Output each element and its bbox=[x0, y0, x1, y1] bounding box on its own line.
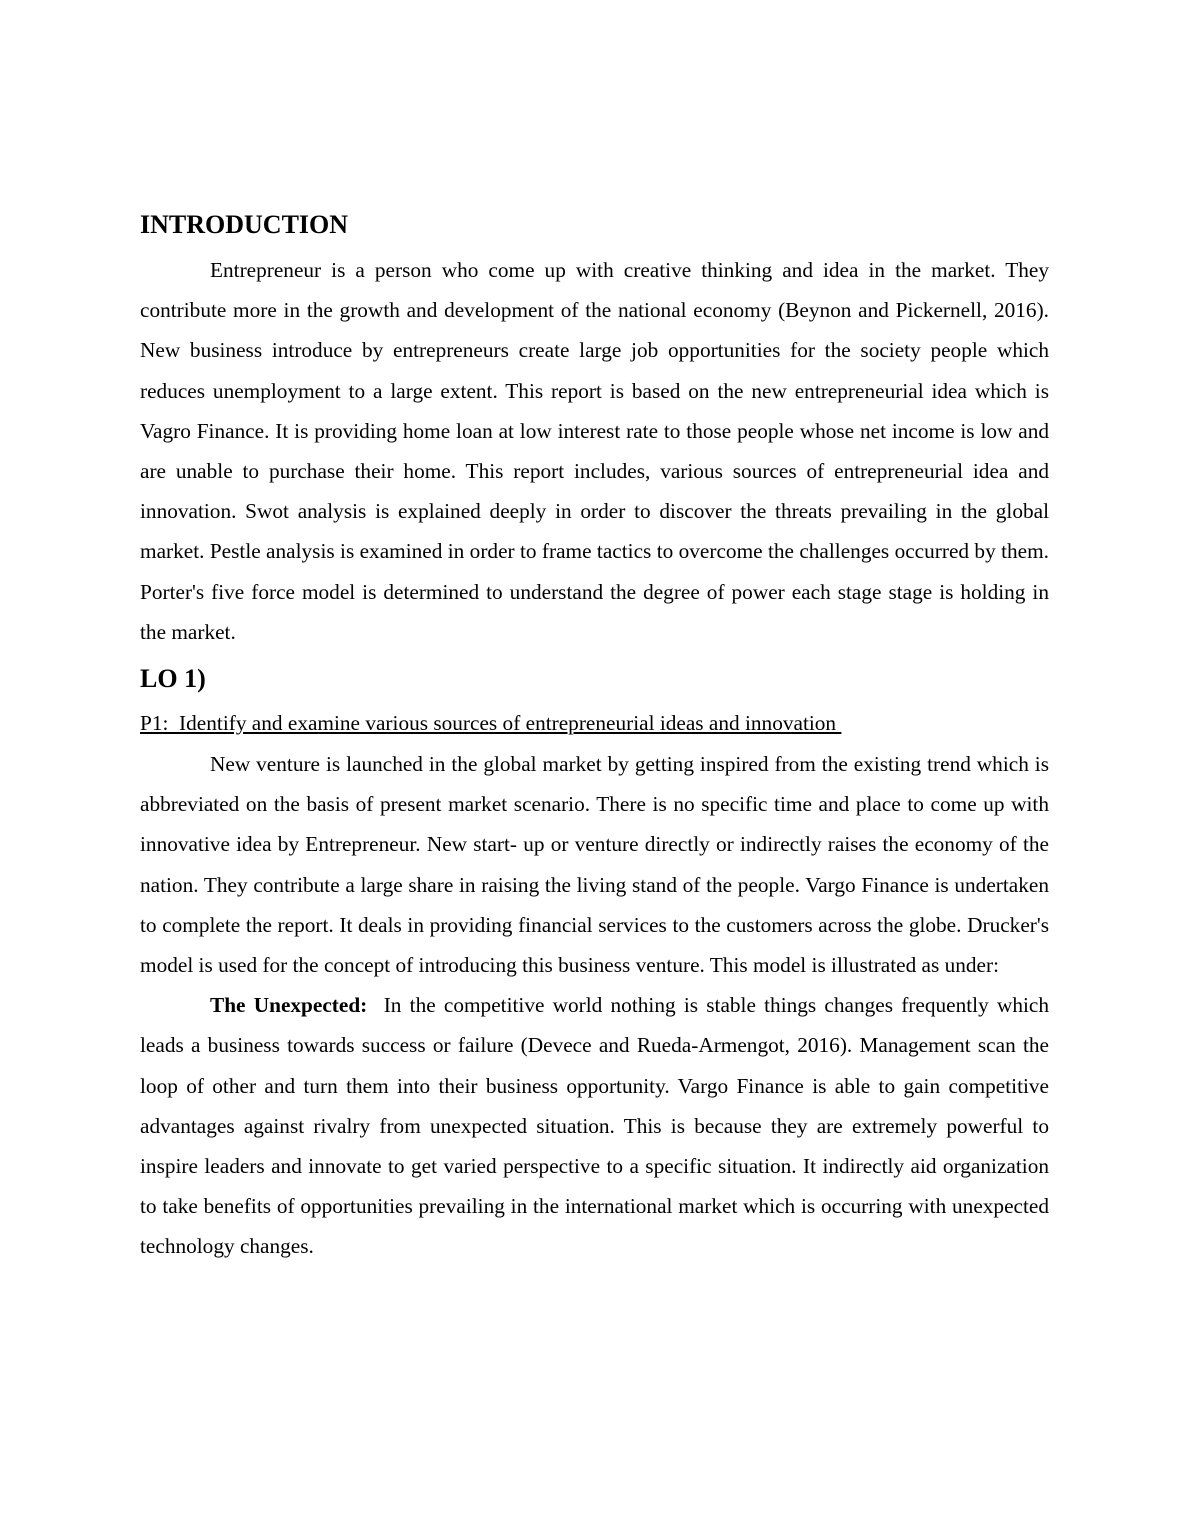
unexpected-text: In the competitive world nothing is stable things changes frequently which leads a business towards success or failure (Devece and Rueda-Armengot, 2016). Management scan the loop of other and turn them into their business opportunity. Vargo Finance is able to gain competitive advantages against rivalry from unexpected situation. This is because they are extremely powerful to inspire leaders and innovate to get varied perspective to a specific situation. It indirectly aid organization to take benefits of opportunities prevailing in the international market which is occurring with unexpected technology changes. bbox=[140, 993, 1055, 1259]
document-page bbox=[140, 206, 1055, 1267]
lo1-heading: LO 1) bbox=[140, 664, 206, 694]
unexpected-label: The Unexpected: bbox=[210, 993, 368, 1018]
p1-subheading: P1: Identify and examine various sources of entrepreneurial ideas and innovation bbox=[140, 711, 842, 736]
introduction-heading: INTRODUCTION bbox=[140, 210, 349, 239]
introduction-paragraph: Entrepreneur is a person who come up with creative thinking and idea in the market. They contribute more in the growth and development of the national economy (Beynon and Pickernell, 2016). New business introduce by entrepreneurs create large job opportunities for the society people which reduces unemployment to a large extent. This report is based on the new entrepreneurial idea which is Vagro Finance. It is providing home loan at low interest rate to those people whose net income is low and are unable to purchase their home. This report includes, various sources of entrepreneurial idea and innovation. Swot analysis is explained deeply in order to discover the threats prevailing in the global market. Pestle analysis is examined in order to frame tactics to overcome the challenges occurred by them. Porter's five force model is determined to understand the degree of power each stage stage is holding in the market. bbox=[140, 258, 1049, 644]
unexpected-paragraph bbox=[140, 985, 1055, 1266]
p1-paragraph: New venture is launched in the global market by getting inspired from the existing trend which is abbreviated on the basis of present market scenario. There is no specific time and place to come up with innovative idea by Entrepreneur. New start- up or venture directly or indirectly raises the economy of the nation. They contribute a large share in raising the living stand of the people. Vargo Finance is undertaken to complete the report. It deals in providing financial services to the customers across the globe. Drucker's model is used for the concept of introducing this business venture. This model is illustrated as under: bbox=[140, 752, 1049, 978]
